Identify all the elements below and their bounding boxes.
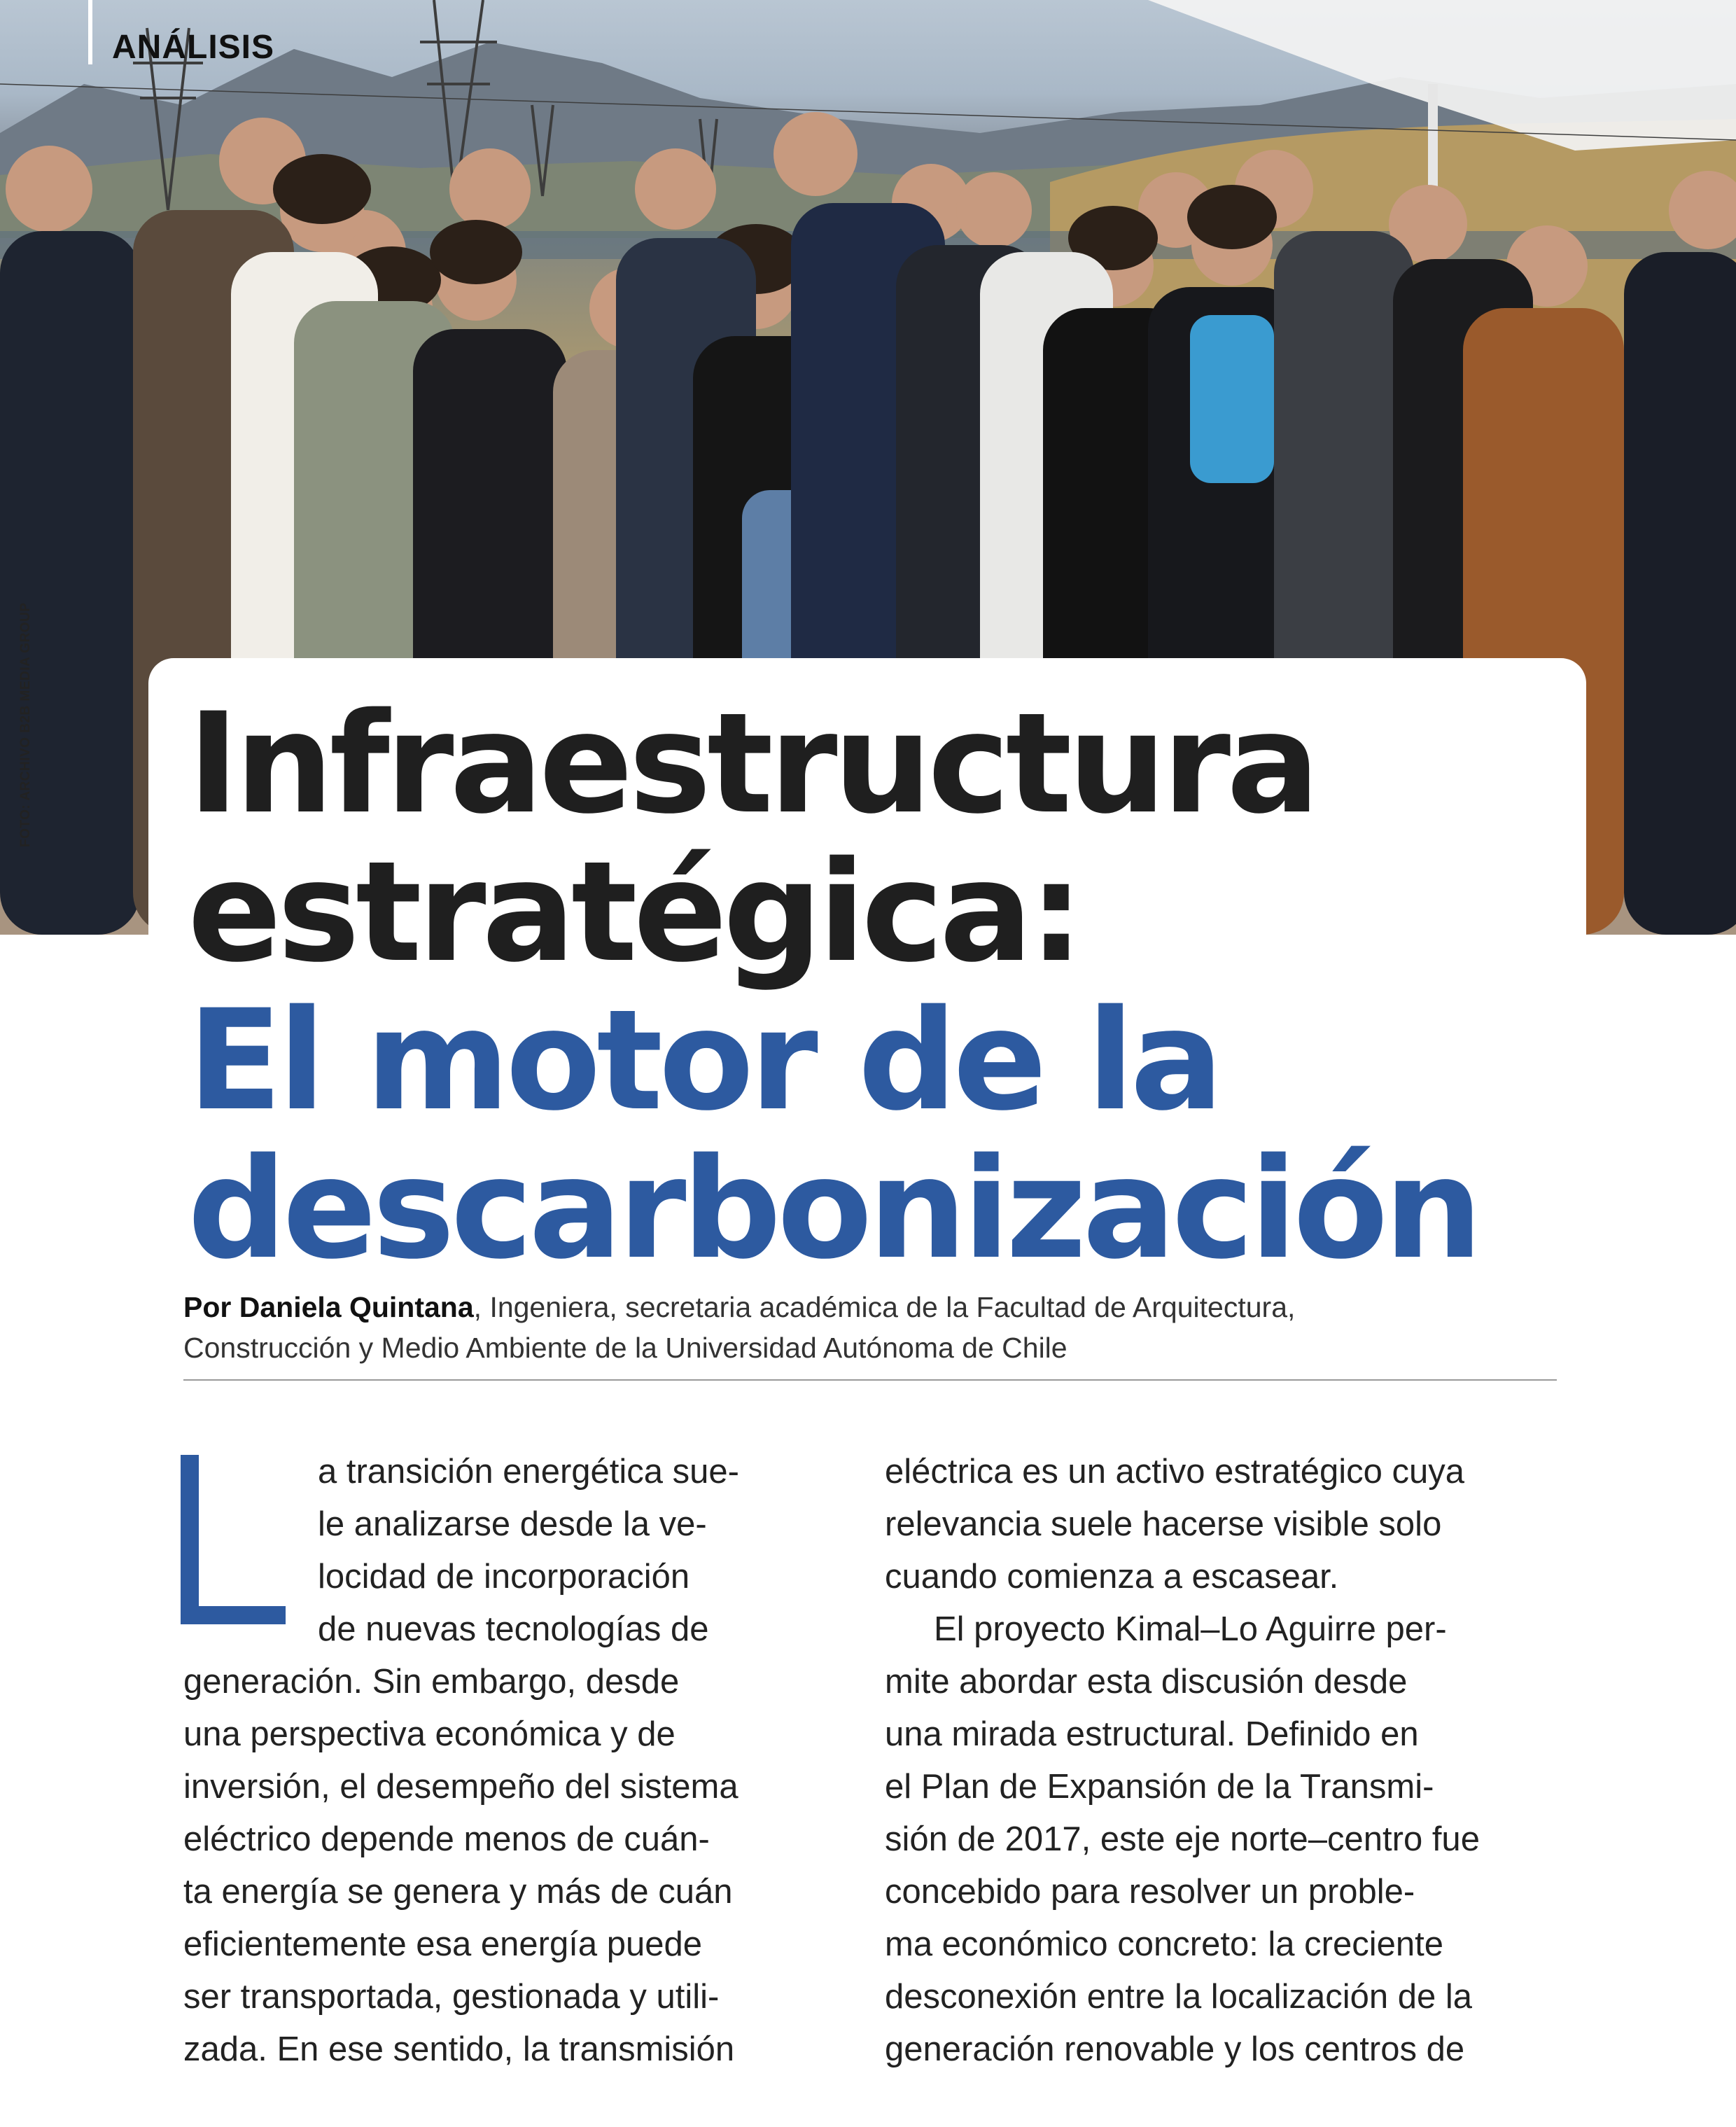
article-line: ser transportada, gestionada y utili- [183,1978,720,2016]
article-line: relevancia suele hacerse visible solo [885,1505,1442,1543]
headline-line-1: Infraestructura [188,683,1316,844]
headline-line-2: estratégica: [188,831,1080,993]
article-line: eléctrico depende menos de cuán- [183,1820,710,1858]
article-line: generación renovable y los centros de [885,2030,1465,2068]
article-line: El proyecto Kimal–Lo Aguirre per- [934,1610,1447,1648]
article-line: inversión, el desempeño del sistema [183,1768,738,1806]
article-line: locidad de incorporación [318,1558,690,1596]
article-line: cuando comienza a escasear. [885,1558,1339,1596]
headline-line-3: El motor de la [188,979,1220,1141]
article-line: a transición energética sue- [318,1453,739,1491]
article-line: una mirada estructural. Definido en [885,1715,1419,1753]
article-line: generación. Sin embargo, desde [183,1663,680,1701]
article-column-2 [885,1446,1557,2076]
article-line: sión de 2017, este eje norte–centro fue [885,1820,1480,1858]
article-line: una perspectiva económica y de [183,1715,676,1753]
article-column-1 [183,1446,841,2076]
byline-author: Por Daniela Quintana [183,1291,474,1323]
article-line: mite abordar esta discusión desde [885,1663,1408,1701]
section-rule [88,0,92,64]
byline-divider [183,1379,1557,1381]
article-line: eléctrica es un activo estratégico cuya [885,1453,1464,1491]
byline [183,1287,1555,1368]
article-line: zada. En ese sentido, la transmisión [183,2030,735,2068]
article-line: concebido para resolver un proble- [885,1873,1415,1911]
article-line: el Plan de Expansión de la Transmi- [885,1768,1434,1806]
byline-role-2: Construcción y Medio Ambiente de la Universidad Autónoma de Chile [183,1332,1068,1364]
article-line: ma económico concreto: la creciente [885,1925,1443,1963]
headline [188,683,1560,1290]
headline-line-4: descarbonización [188,1128,1479,1290]
article-line: le analizarse desde la ve- [318,1505,707,1543]
section-label: ANÁLISIS [112,29,275,66]
photo-credit: FOTO: ARCHIVO B2B MEDIA GROUP [18,602,33,847]
byline-role-1: , Ingeniera, secretaria académica de la Facultad de Arquitectura, [473,1291,1296,1323]
article-line: de nuevas tecnologías de [318,1610,709,1648]
article-line: desconexión entre la localización de la [885,1978,1472,2016]
article-line: ta energía se genera y más de cuán [183,1873,733,1911]
article-line: eficientemente esa energía puede [183,1925,702,1963]
